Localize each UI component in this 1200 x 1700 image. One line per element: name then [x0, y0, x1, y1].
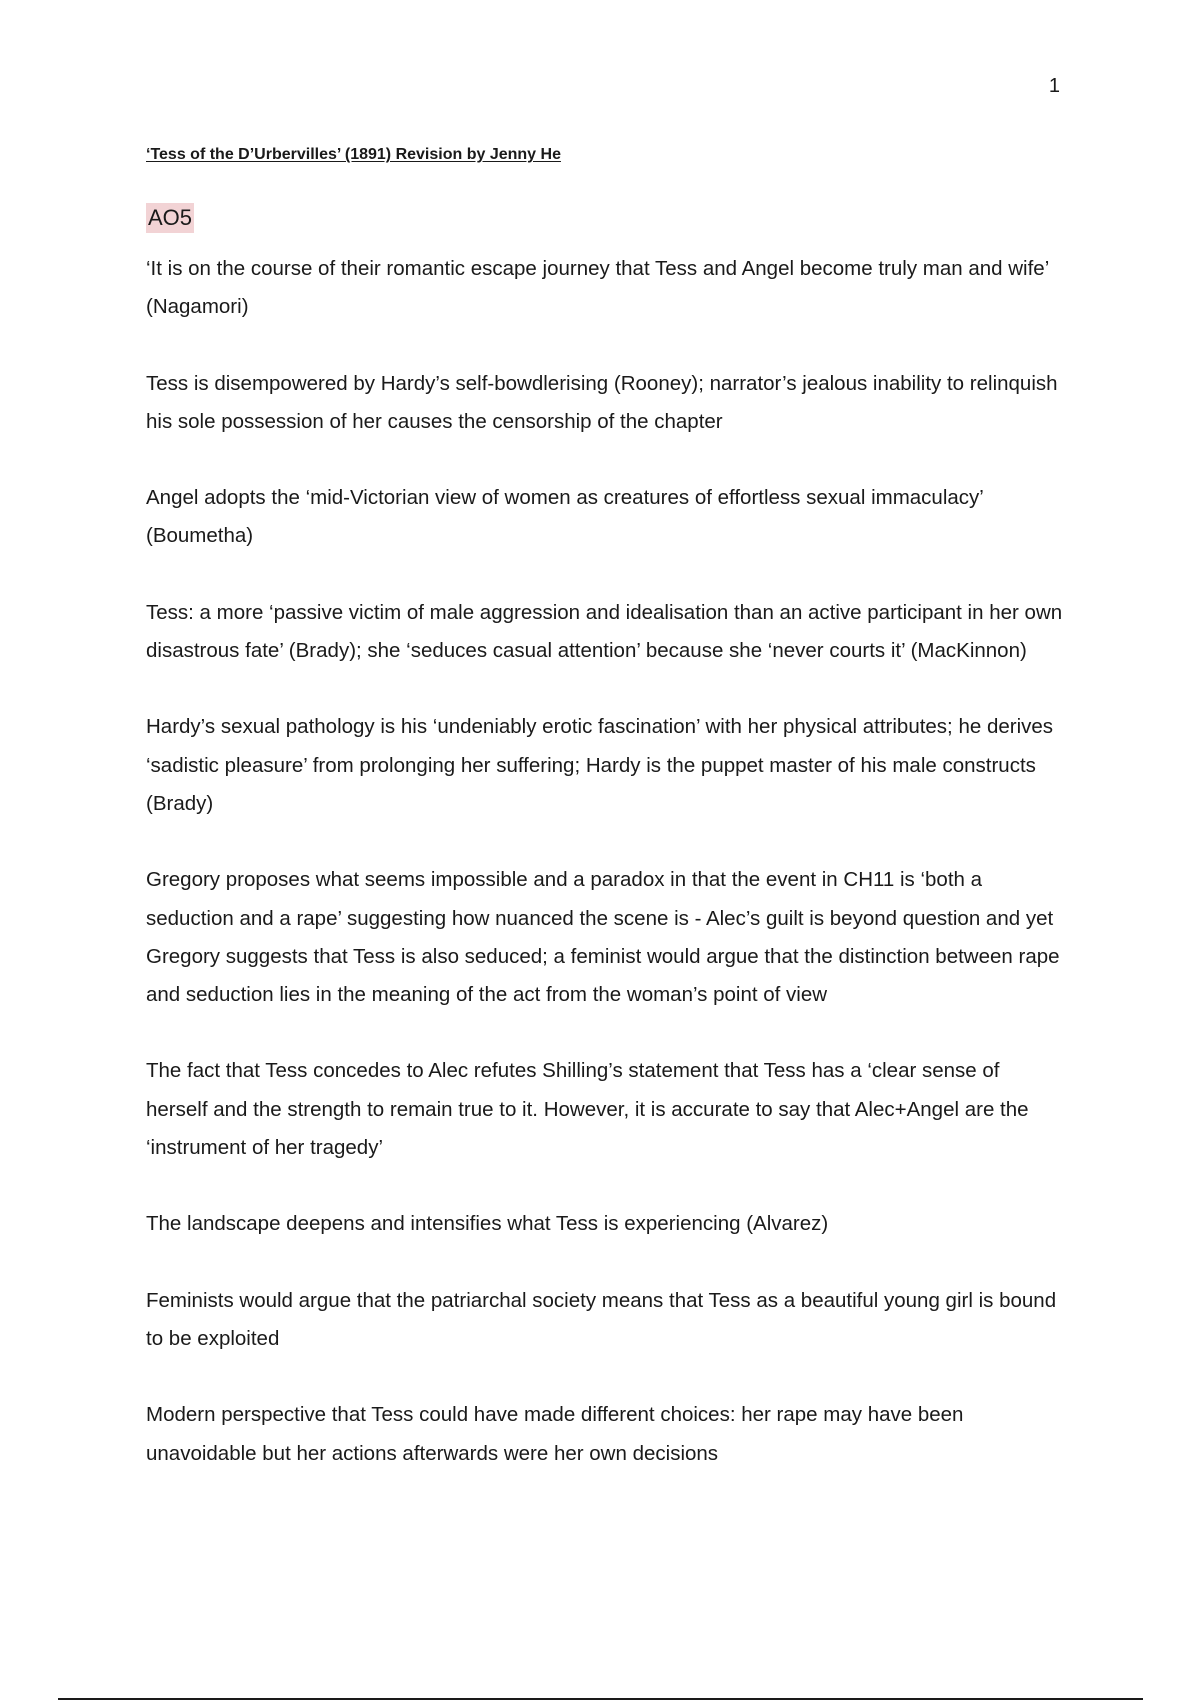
paragraph-alvarez: The landscape deepens and intensifies what Tess is experiencing (Alvarez): [146, 1212, 829, 1236]
paragraph-boumetha: Angel adopts the ‘mid-Victorian view of women as creatures of effortless sexual immaculacy’ (Boumetha): [146, 486, 984, 548]
paragraph-modern-perspective: Modern perspective that Tess could have made different choices: her rape may have been unavoidable but her actions afterwards were her own decisions: [146, 1403, 964, 1465]
paragraph-hardy-pathology: Hardy’s sexual pathology is his ‘undeniably erotic fascination’ with her physical attributes; he derives ‘sadistic pleasure’ from prolonging her suffering; Hardy is the puppet master of his male constructs (Brady): [146, 715, 1054, 815]
paragraph-feminists: Feminists would argue that the patriarchal society means that Tess as a beautiful young girl is bound to be exploited: [146, 1288, 1057, 1350]
paragraph-gregory: Gregory proposes what seems impossible and a paradox in that the event in CH11 is ‘both a seduction and a rape’ suggesting how nuanced the scene is - Alec’s guilt is beyond question and yet Gregory suggests that Tess is also seduced; a feminist would argue that the distinction between rape and seduction lies in the meaning of the act from the woman’s point of view: [146, 868, 1060, 1007]
paragraph-brady-mackinnon: Tess: a more ‘passive victim of male aggression and idealisation than an active participant in her own disastrous fate’ (Brady); she ‘seduces casual attention’ because she ‘never courts it’ (MacKinnon): [146, 600, 1063, 663]
section-label-ao5: AO5: [146, 203, 194, 233]
paragraph-shilling: The fact that Tess concedes to Alec refutes Shilling’s statement that Tess has a ‘clear sense of herself and the strength to remain true to it. However, it is accurate to say that Alec+Angel are the ‘instrument of her tragedy’: [146, 1059, 1029, 1160]
body-text: [146, 250, 1064, 1511]
paragraph-rooney: Tess is disempowered by Hardy’s self-bowdlerising (Rooney); narrator’s jealous inability to relinquish his sole possession of her causes the censorship of the chapter: [146, 371, 1058, 433]
paragraph-nagamori: ‘It is on the course of their romantic escape journey that Tess and Angel become truly man and wife’ (Nagamori): [146, 257, 1049, 319]
document-title: ‘Tess of the D’Urbervilles’ (1891) Revision by Jenny He: [146, 146, 561, 163]
page-number: 1: [1048, 75, 1060, 97]
